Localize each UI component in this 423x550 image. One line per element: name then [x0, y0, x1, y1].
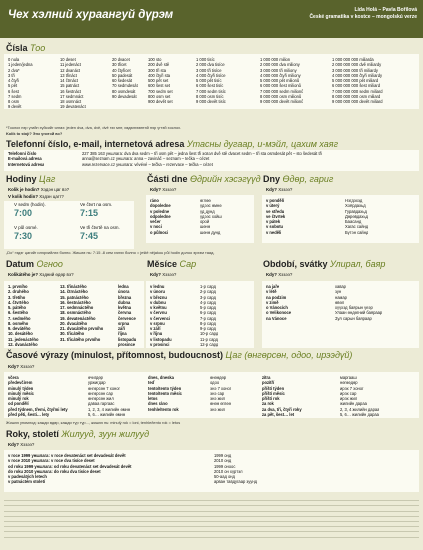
part-of-day-czech: večer	[150, 219, 161, 224]
season-czech: v zimě	[266, 299, 279, 305]
authors	[309, 7, 417, 20]
number-word: 40 čtyřicet	[112, 67, 131, 73]
casove-future-czech	[262, 375, 302, 417]
datum-months	[118, 284, 136, 347]
section-title-casove: Časové výrazy (minulost, přítomnost, budoucnost) Цаг (өнгөрсөн, одоо, ирээдүй)	[6, 350, 353, 360]
year-expression: do roku 2010 уншлага: do roku dva tisíce deset	[8, 468, 101, 474]
contact-label-phone: Telefonní číslo	[8, 151, 37, 156]
mesice-czech	[150, 284, 172, 347]
obdobi-czech	[266, 284, 291, 321]
month-czech: v září	[150, 326, 161, 331]
time-expression: příští měsíc	[262, 390, 285, 396]
month-genitive: září	[118, 326, 126, 331]
casove-question: Kdy? Хэзээ?	[8, 364, 35, 369]
page-title: Чех хэлний хураангуй дүрэм	[8, 9, 174, 21]
roky-question: Kdy? Хэзээ?	[8, 442, 35, 447]
time-expression-translation: даваа гаргаас	[88, 401, 115, 407]
ordinal-date: 10. desátého	[8, 331, 33, 337]
month-mongolian: 10-р сард	[200, 331, 219, 337]
section-title-mesice: Měsíce Сар	[147, 259, 197, 269]
month-czech: v březnu	[150, 294, 167, 300]
number-word: 6 000 šest tisíc	[196, 83, 224, 89]
time-expression: pozítří	[262, 380, 275, 386]
ordinal-date: 13. třináctého	[60, 284, 87, 289]
ordinal-date: 1. prvního	[8, 284, 28, 289]
month-czech: v únoru	[150, 289, 166, 295]
time-expression: letos	[148, 396, 158, 401]
number-word: 6 000 000 šest milionů	[260, 83, 301, 89]
section-title-obdobi: Období, svátky Улирал, баяр	[263, 259, 386, 269]
number-word: 500 pět set	[148, 78, 169, 83]
number-word: 12 dvanáct	[60, 67, 81, 73]
year-expression: v roce 1999 уншлага: v roce devatenáct set devadesát devět	[8, 453, 126, 458]
part-of-day-mongolian: үд дунд	[200, 208, 215, 214]
time-item-1: V sedm (hodin). 7:00	[14, 202, 46, 218]
contact-value-web: www.rezervace.cz уншлага: vévévé – tečka – rezervace – tečka – cézet	[82, 161, 213, 167]
contact-label-web: Internetová adresa	[8, 161, 45, 167]
time-expression-translation: өнөө өглөө	[210, 401, 231, 407]
number-word: 3 000 000 tři miliony	[260, 67, 297, 73]
weekday-mongolian: Дөрөвдахьд	[345, 213, 368, 219]
time-expression-translation: энэ жил	[210, 396, 225, 401]
month-genitive: prosince	[118, 341, 136, 347]
number-word: 800 osm set	[148, 93, 171, 99]
number-word: 3 000 tři tisíce	[196, 67, 222, 73]
time-expression: včera	[8, 375, 19, 380]
number-word: 0 nula	[8, 57, 20, 62]
number-word: 4 000 000 000 čtyři miliardy	[332, 72, 383, 78]
number-word: 2 000 dva tisíce	[196, 62, 225, 68]
number-word: 2 dva*	[8, 67, 20, 73]
part-of-day-czech: ráno	[150, 198, 159, 203]
numbers-column	[260, 57, 303, 104]
ordinal-date: 31. třicátého prvního	[60, 336, 101, 342]
time-expression-translation: одоо	[210, 380, 220, 386]
time-expression: tento/tento týden	[148, 385, 182, 391]
number-word: 8 000 osm tisíc	[196, 93, 224, 99]
time-expression: zítra	[262, 375, 271, 380]
time-expression: tenhle/tento rok	[148, 406, 179, 412]
number-word: 1 000 tisíc	[196, 57, 215, 62]
part-of-day-mongolian: шөнө дунд	[200, 229, 221, 235]
number-word: 8 000 000 osm milionů	[260, 93, 302, 99]
hodiny-question: Kolik je hodin? Хэдэн цаг вэ?	[8, 187, 70, 192]
number-word: 7 000 000 000 sedm miliard	[332, 88, 383, 94]
time-expression-translation: 1, 2, 3, 4 жилийн өмнө	[88, 406, 131, 412]
number-word: 3 tři	[8, 72, 15, 78]
time-expression-translation: өнгөрсөн сар	[88, 390, 113, 396]
casove-past-czech	[8, 375, 68, 417]
month-genitive: června	[118, 310, 132, 316]
datum-days-1	[8, 284, 39, 347]
time-expression: teď	[148, 380, 155, 386]
number-word: 4 000 000 čtyři miliony	[260, 72, 301, 78]
authors-line-1: Lída Holá – Pavla Bořilová	[354, 7, 417, 13]
contact-labels	[8, 151, 44, 167]
time-expression: za pět, šest… let	[262, 411, 295, 417]
section-title-cisla: Čísla Тоо	[6, 43, 46, 53]
season-mongolian: зун	[335, 289, 342, 295]
ordinal-date: 9. devátého	[8, 326, 31, 331]
month-genitive: listopadu	[118, 336, 137, 342]
month-mongolian: 6-р сард	[200, 310, 216, 316]
dny-panel	[262, 195, 419, 243]
time-item-4: Ve tři čtvrtě na osm. 7:45	[80, 225, 120, 241]
ordinal-date: 5. pátého	[8, 305, 26, 310]
ordinal-date: 30. třicátého	[60, 331, 85, 337]
number-word: 1 000 000 milion	[260, 57, 291, 62]
time-expression-translation: 5, 6… жилийн дараа	[340, 411, 379, 417]
dny-czech	[266, 198, 285, 235]
number-word: 900 devět set	[148, 99, 173, 104]
weekday-czech: v úterý	[266, 203, 280, 209]
contact-value-phone: 227 385 163 уншлага: dva dva sedm – tři osm pět – jedna šest tři эсвэл dvě stě dvacet sedm – tři sta osmdesát pět – sto šedesát tři	[82, 151, 322, 156]
part-of-day-czech: dopoledne	[150, 203, 171, 209]
ordinal-date: 18. osmnáctého	[60, 310, 91, 316]
time-expression-translation: өнгөрсөн жил	[88, 396, 114, 401]
time-expression: příští týden	[262, 385, 285, 391]
ordinal-date: 16. šestnáctého	[60, 299, 91, 305]
number-word: 9 000 000 devět milionů	[260, 99, 304, 104]
time-expression: tento/tento měsíc	[148, 390, 182, 396]
time-expression: před pěti, šesti… lety	[8, 411, 50, 417]
time-expression: minulý týden	[8, 385, 34, 391]
number-word: 6 000 000 000 šest miliard	[332, 83, 381, 89]
ordinal-date: 2. druhého	[8, 289, 29, 295]
month-genitive: března	[118, 294, 132, 300]
season-mongolian: Улаан өндөгний баяраар	[335, 310, 383, 316]
part-of-day-mongolian: өглөө	[200, 198, 211, 203]
weekday-czech: v neděli	[266, 229, 282, 235]
number-word: 8 000 000 000 osm miliard	[332, 93, 381, 99]
part-of-day-mongolian: шөнө	[200, 224, 211, 230]
datum-question: Kolikátého je? Хэдний өдөр вэ?	[8, 272, 74, 277]
ordinal-date: 15. patnáctého	[60, 294, 89, 300]
number-word: 60 šedesát	[112, 78, 133, 83]
time-expression: minulý měsíc	[8, 390, 34, 396]
month-czech: v červnu	[150, 310, 167, 316]
time-expression-translation: маргааш	[340, 375, 357, 380]
casti-dne-question: Kdy? Хэзээ?	[150, 187, 177, 192]
ordinal-date: 21. dvacátého prvního	[60, 326, 104, 331]
number-word: 5 000 000 000 pět miliard	[332, 78, 379, 83]
year-expression: v roce 2010 уншлага: v roce dva tisíce deset	[8, 458, 95, 464]
casove-present-mongolian	[210, 375, 231, 412]
weekday-czech: v sobotu	[266, 224, 284, 230]
number-word: 6 šest	[8, 88, 19, 94]
ordinal-date: 8. osmého	[8, 320, 29, 326]
number-word: 7 000 sedm tisíc	[196, 88, 226, 94]
part-of-day-czech: odpoledne	[150, 213, 171, 219]
weekday-czech: ve středu	[266, 208, 285, 214]
page-header	[0, 0, 423, 38]
month-genitive: února	[118, 289, 130, 295]
month-czech: v dubnu	[150, 299, 166, 305]
number-word: 15 patnáct	[60, 83, 80, 89]
month-mongolian: 4-р сард	[200, 299, 216, 305]
time-expression-translation: 5, 6… жилийн өмнө	[88, 411, 126, 417]
time-expression: předevčírem	[8, 380, 33, 386]
mesice-question: Kdy? Хэзээ?	[150, 272, 177, 277]
part-of-day-czech: v poledne	[150, 208, 170, 214]
year-expression: v padesátých letech	[8, 474, 47, 479]
season-czech: o Velikonoce	[266, 310, 292, 316]
contact-label-email: E-mailová adresa	[8, 156, 42, 162]
number-word: 14 čtrnáct	[60, 78, 78, 83]
number-word: 20 dvacet	[112, 57, 130, 62]
section-title-telefon: Telefonní číslo, e-mail, internetová adresa Утасны дугаар, и-мэйл, цахим хаяг	[6, 139, 339, 149]
obdobi-question: Kdy? Хэзээ?	[266, 272, 293, 277]
month-genitive: října	[118, 331, 127, 337]
numbers-column	[332, 57, 383, 104]
time-expression-translation: ирэх жил	[340, 396, 358, 401]
number-word: 9 devět	[8, 104, 22, 110]
number-word: 17 sedmnáct	[60, 93, 84, 99]
casove-note: Жишээ упомлод: кажди өдөр, кажди түр түр..., жишээ нь: minulý rok = loni, tenhle/tento rok = letos	[6, 420, 181, 425]
numbers-column	[8, 57, 33, 110]
time-expression-translation: ирэх 7 хоног	[340, 385, 364, 391]
weekday-mongolian: Хоёрдахьд	[345, 203, 366, 209]
year-expression: v patnáctém století	[8, 479, 46, 485]
part-of-day-mongolian: үдээс хойш	[200, 213, 222, 219]
number-word: 7 000 000 sedm milionů	[260, 88, 304, 94]
time-expression-translation: уржигдар	[88, 380, 106, 386]
notes-line	[4, 532, 419, 537]
month-mongolian: 9-р сард	[200, 326, 216, 331]
month-czech: v prosinci	[150, 341, 170, 347]
casove-past-mongolian	[88, 375, 130, 417]
time-item-3: V půl osmé. 7:30	[14, 225, 38, 241]
time-expression: před týdnem, třemi, čtyřmi lety	[8, 406, 68, 412]
casti-dne-mongolian	[200, 198, 222, 235]
season-mongolian: намар	[335, 294, 347, 300]
section-title-dny: Dny Өдөр, гариг	[263, 174, 334, 184]
number-word: 5 000 pět tisíc	[196, 78, 222, 83]
numbers-column	[196, 57, 226, 104]
ordinal-date: 7. sedmého	[8, 315, 31, 321]
number-word: 100 sto	[148, 57, 162, 62]
month-genitive: srpna	[118, 320, 130, 326]
month-mongolian: 1-р сард	[200, 284, 216, 289]
time-expression: příští rok	[262, 396, 280, 401]
time-expression-translation: энэ сар	[210, 390, 225, 396]
weekday-mongolian: Бүтэн сайнд	[345, 229, 369, 235]
weekday-czech: v pondělí	[266, 198, 284, 203]
time-expression-translation: өнөөдөр	[210, 375, 227, 380]
time-expression-translation: энэ жил	[210, 406, 225, 412]
dny-mongolian	[345, 198, 368, 235]
numbers-column	[60, 57, 86, 110]
number-word: 80 osmdesát	[112, 88, 136, 94]
number-word: 10 deset	[60, 57, 76, 62]
dny-question: Kdy? Хэзээ?	[266, 187, 293, 192]
time-expression-translation: энэ 7 хоног	[210, 385, 232, 391]
ordinal-date: 12. dvanáctého	[8, 341, 38, 347]
part-of-day-mongolian: орой	[200, 219, 210, 224]
contact-values	[82, 151, 322, 167]
number-word: 11 jedenáct	[60, 62, 81, 68]
numbers-price-question: Kolik to stojí? Энэ үнэтэй вэ?	[6, 131, 63, 136]
month-czech: v listopadu	[150, 336, 172, 342]
number-word: 70 sedmdesát	[112, 83, 138, 89]
month-mongolian: 2-р сард	[200, 289, 216, 295]
number-word: 300 tři sta	[148, 67, 166, 73]
authors-line-2: České gramatika v kostce – mongolskú verze	[309, 13, 417, 20]
number-word: 16 šestnáct	[60, 88, 81, 94]
number-word: 13 třináct	[60, 72, 77, 78]
number-word: 7 sedm	[8, 93, 22, 99]
ordinal-date: 14. čtrnáctého	[60, 289, 88, 295]
number-word: 5 pět	[8, 83, 18, 89]
number-word: 90 devadesát	[112, 93, 137, 99]
contact-value-email: anna@seznam.cz уншлага: anna – zavináč – seznam – tečka – cézet	[82, 156, 210, 162]
number-word: 2 000 000 dva miliony	[260, 62, 300, 68]
month-mongolian: 11-р сард	[200, 336, 218, 342]
time-expression-translation: ирэх сар	[340, 390, 357, 396]
year-expression-translation: 50-аад онд	[214, 474, 235, 479]
month-czech: v lednu	[150, 284, 165, 289]
weekday-mongolian: Гуравдахьд	[345, 208, 367, 214]
year-expression-translation: 1999 оноос	[214, 463, 236, 469]
season-mongolian: Зул сарын баяраар	[335, 315, 372, 321]
month-mongolian: 5-р сард	[200, 305, 216, 310]
month-mongolian: 12-р сард	[200, 341, 219, 347]
month-czech: v červenci	[150, 315, 171, 321]
number-word: 1 000 000 000 miliarda	[332, 57, 374, 62]
number-word: 8 osm	[8, 99, 20, 104]
number-word: 9 000 devět tisíc	[196, 99, 226, 104]
time-expression: od pondělí	[8, 401, 29, 407]
section-title-casti-dne: Části dne Өдрийн хэсэгүүд	[147, 174, 261, 184]
month-genitive: dubna	[118, 299, 131, 305]
time-expression-translation: өчигдөр	[88, 375, 103, 380]
number-word: 200 dvě stě	[148, 62, 170, 68]
year-expression-translation: арван тавдугаар зуунд	[214, 479, 257, 485]
weekday-mongolian: Хагас сайнд	[345, 224, 369, 230]
datum-days-2	[60, 284, 103, 342]
time-expression: dnes ráno	[148, 401, 168, 407]
month-czech: v srpnu	[150, 320, 165, 326]
roky-czech	[8, 453, 132, 485]
casti-dne-czech	[150, 198, 171, 235]
time-expression-translation: жилийн дараа	[340, 401, 367, 407]
number-word: 2 000 000 000 dvě miliardy	[332, 62, 382, 68]
month-mongolian: 8-р сард	[200, 320, 216, 326]
number-word: 400 čtyři sta	[148, 72, 171, 78]
section-title-hodiny: Hodiny Цаг	[6, 174, 56, 184]
season-czech: v létě	[266, 289, 277, 295]
ordinal-date: 20. dvacátého	[60, 320, 88, 326]
time-expression-translation: нөгөөдөр	[340, 380, 358, 386]
ordinal-date: 17. sedmnáctého	[60, 305, 94, 310]
numbers-column	[148, 57, 173, 104]
time-note: „Do“ гэдэг цагийг илэрхийлэх болно. Жишээ нь: 7:15 -8 сем хэлэх болно = ještě nějakou půl hodin долоо эрхэм таад.	[6, 250, 215, 255]
section-title-roky: Roky, století Жилууд, зуун жилууд	[6, 429, 150, 439]
number-word: 3 000 000 000 tři miliardy	[332, 67, 378, 73]
time-item-2: Ve čtvrt na osm. 7:15	[80, 202, 113, 218]
number-word: 30 třicet	[112, 62, 127, 68]
section-title-datum: Datum Огноо	[6, 259, 63, 269]
number-word: 4 čtyři	[8, 78, 19, 83]
mesice-mongolian	[200, 284, 218, 347]
number-word: 19 devatenáct	[60, 104, 86, 110]
hodiny-question-2: V kolik hodin? Хэдэн цагт?	[8, 194, 64, 199]
casove-future-mongolian	[340, 375, 379, 417]
month-genitive: května	[118, 305, 131, 310]
notes-lines	[4, 496, 419, 538]
weekday-mongolian: Нэгдэхэд	[345, 198, 363, 203]
part-of-day-czech: v noci	[150, 224, 162, 230]
number-word: 600 šest set	[148, 83, 171, 89]
ordinal-date: 11. jedenáctého	[8, 336, 39, 342]
casove-present-czech	[148, 375, 182, 412]
year-expression: od roku 1999 уншлага: od roku devatenáct set devadesát devět	[8, 463, 132, 469]
year-expression-translation: 2010 он хүртэл	[214, 468, 243, 474]
season-czech: na podzim	[266, 294, 287, 300]
month-mongolian: 7-р сард	[200, 315, 216, 321]
time-expression: za dva, tři, čtyři roky	[262, 406, 302, 412]
number-word: 5 000 000 pět milionů	[260, 78, 300, 83]
season-czech: na jaře	[266, 284, 280, 289]
time-expression: dnes, dneska	[148, 375, 174, 380]
part-of-day-czech: o půlnoci	[150, 229, 169, 235]
weekday-mongolian: Баасанд	[345, 219, 362, 224]
time-expression: za rok	[262, 401, 274, 407]
numbers-column	[112, 57, 138, 99]
season-mongolian: хавар	[335, 284, 346, 289]
number-word: 50 padesát	[112, 72, 133, 78]
number-word: 9 000 000 000 devět miliard	[332, 99, 383, 104]
month-mongolian: 3-р сард	[200, 294, 216, 300]
roky-mongolian	[214, 453, 257, 485]
year-expression-translation: 1999 онд	[214, 453, 232, 458]
number-word: 4 000 čtyři tisíce	[196, 72, 226, 78]
season-mongolian: хүүхэд баярын үеэр	[335, 305, 373, 310]
month-genitive: července	[118, 315, 136, 321]
month-czech: v květnu	[150, 305, 167, 310]
obdobi-mongolian	[335, 284, 382, 321]
month-genitive: ledna	[118, 284, 129, 289]
season-czech: o Vánocích	[266, 305, 288, 310]
number-word: 1 jeden/jedna	[8, 62, 33, 68]
season-czech: na Vánoce	[266, 315, 287, 321]
year-expression-translation: 2010 онд	[214, 458, 232, 464]
weekday-czech: ve čtvrtek	[266, 213, 286, 219]
ordinal-date: 6. šestého	[8, 310, 29, 316]
weekday-czech: v pátek	[266, 219, 281, 224]
ordinal-date: 3. třetího	[8, 294, 26, 300]
number-word: 700 sedm set	[148, 88, 173, 94]
time-expression: minulý rok	[8, 396, 29, 401]
ordinal-date: 4. čtvrtého	[8, 299, 29, 305]
ordinal-date: 19. devatenáctého	[60, 315, 96, 321]
part-of-day-mongolian: үдээс өмнө	[200, 203, 222, 209]
month-czech: v říjnu	[150, 331, 163, 337]
number-word: 18 osmnáct	[60, 99, 82, 104]
season-mongolian: өвөл	[335, 299, 345, 305]
numbers-note: *Тоолох нэр үгийн хүйсийг ялгах: jeden dva, dva, dvě, dvě гэх мэт, хөдөлгөөнтэй нэр үгтэй хослох.	[6, 125, 182, 130]
time-expression-translation: 2, 3, 4 жилийн дараа	[340, 406, 380, 412]
time-expression-translation: өнгөрсөн 7 хоног	[88, 385, 121, 391]
